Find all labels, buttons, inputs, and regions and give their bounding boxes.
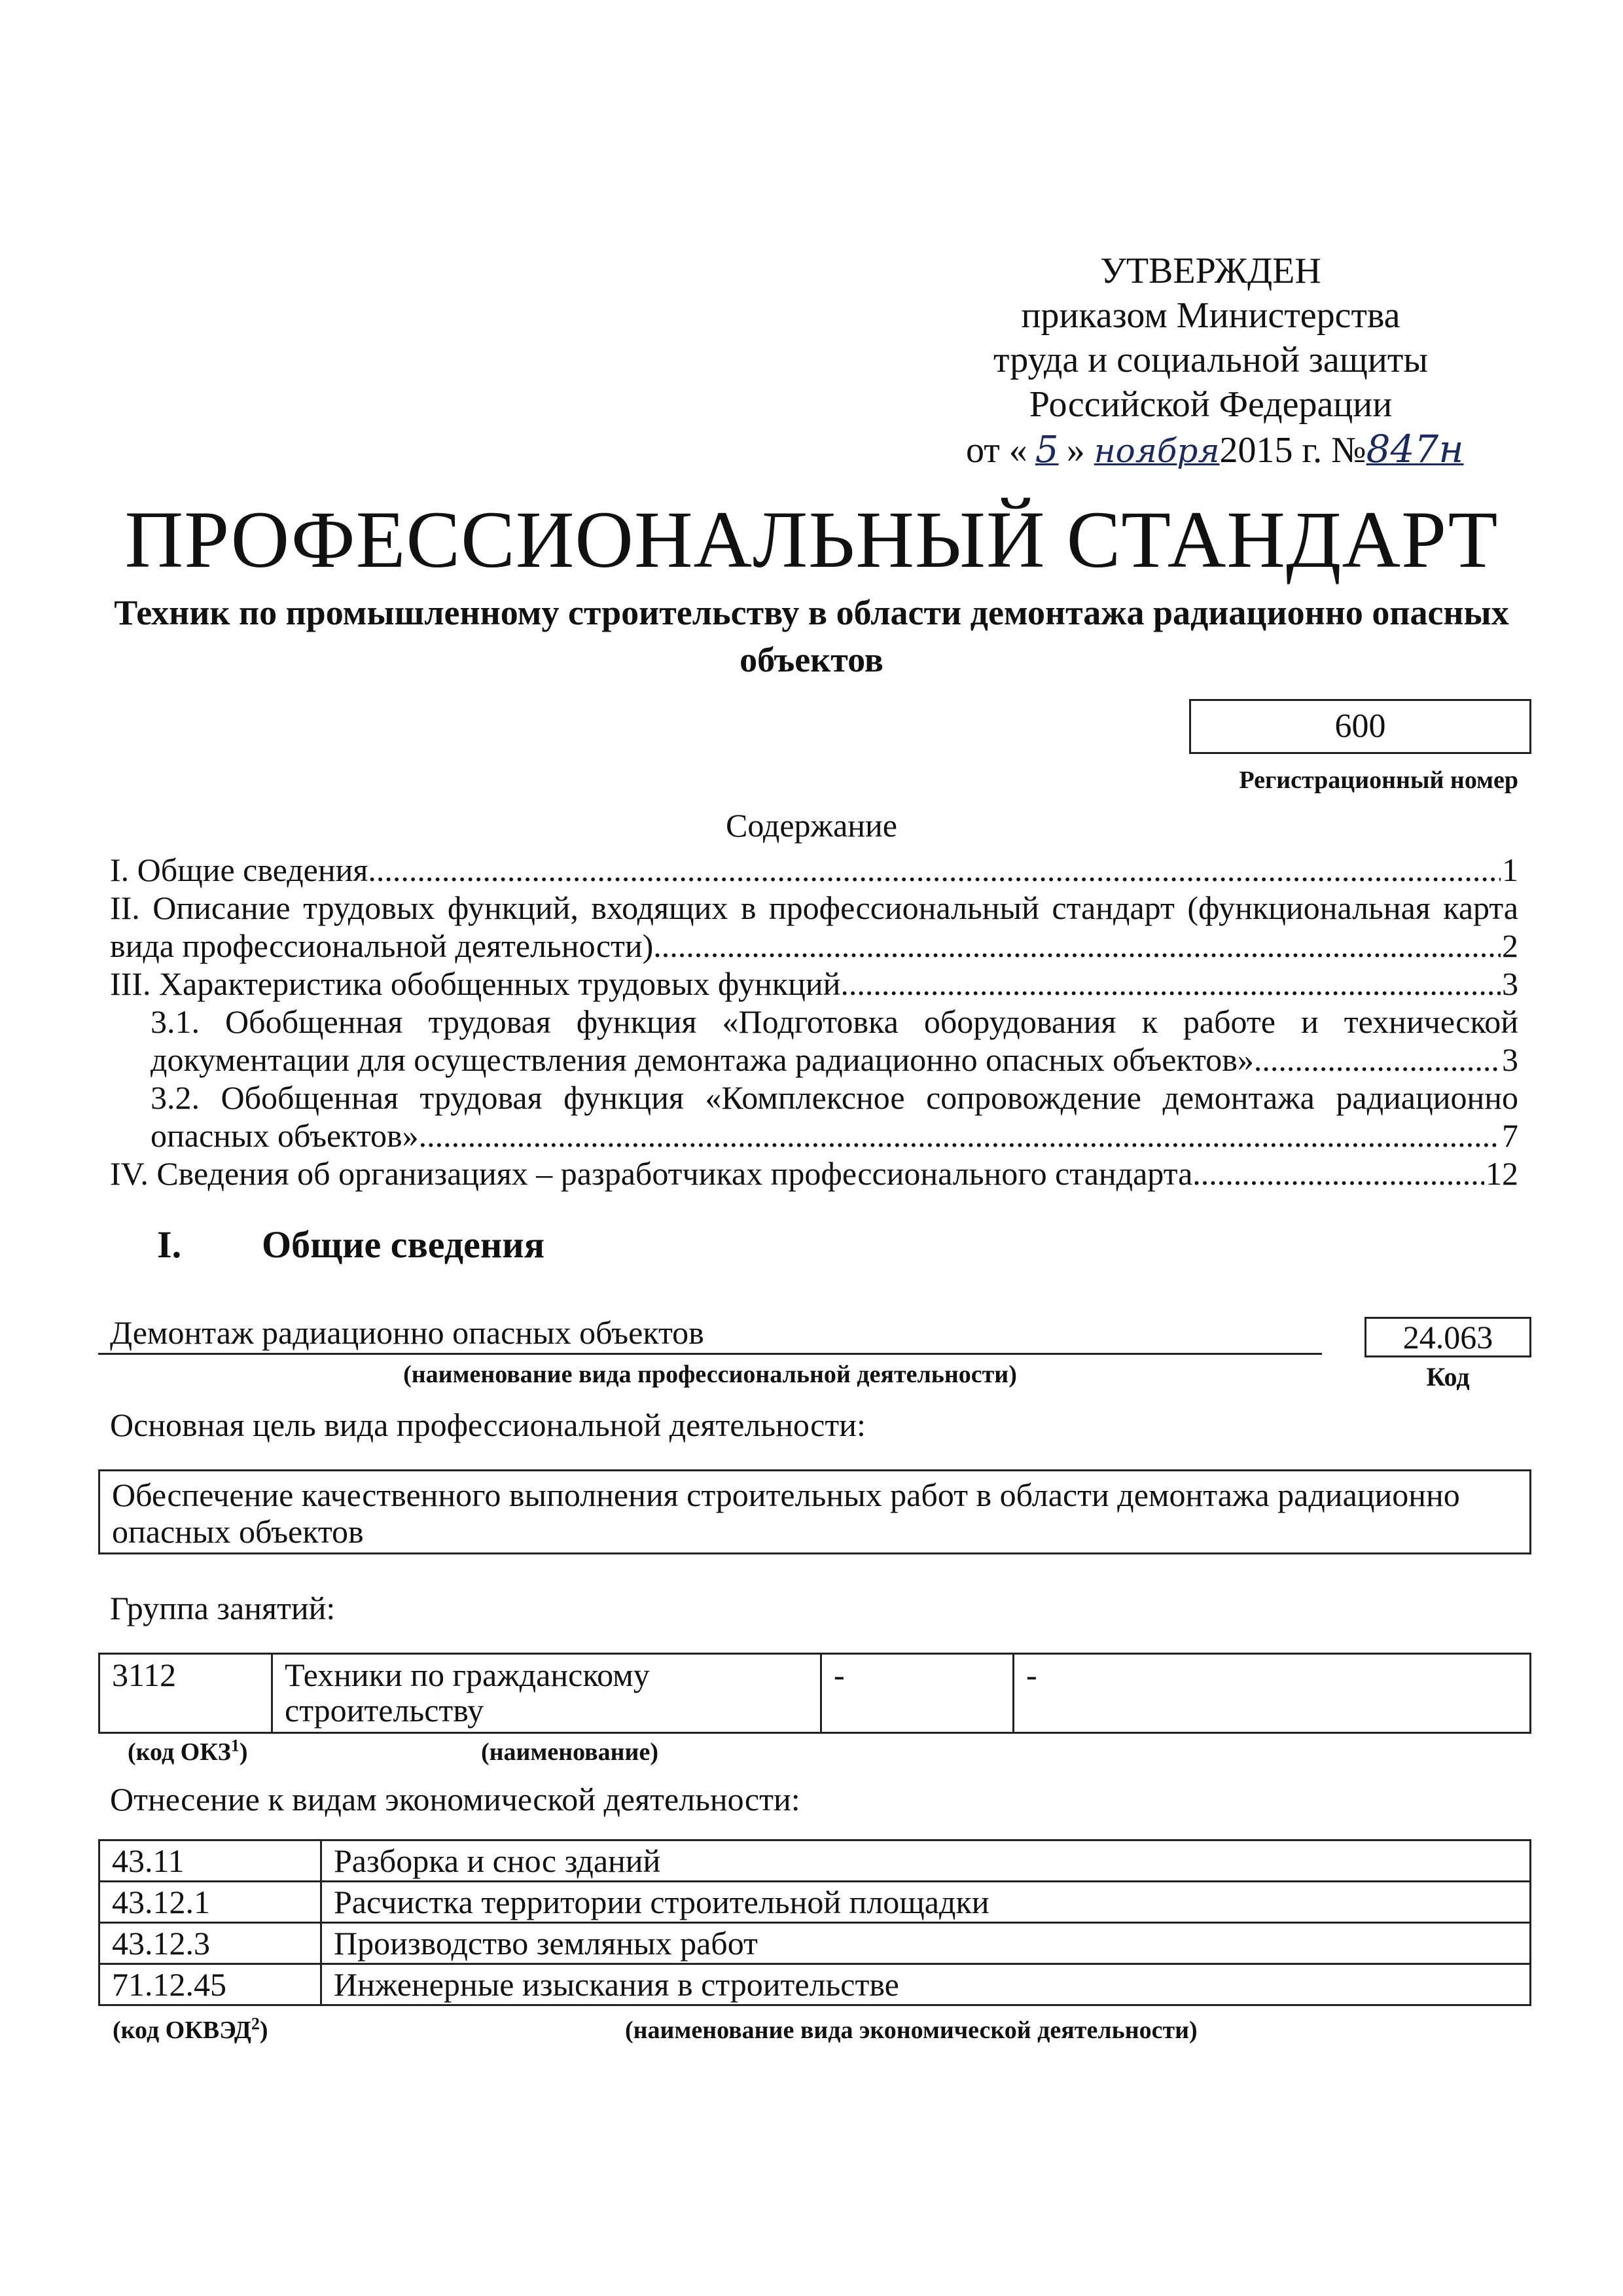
okved-code-cell: 71.12.45 [99,1964,321,2005]
approval-line: труда и социальной защиты [993,340,1428,380]
footnote-mark: 1 [230,1736,240,1755]
okved-name-cell: Расчистка территории строительной площадки [321,1882,1531,1923]
toc-item-page: 2 [1502,927,1518,964]
toc-leader [368,851,1501,889]
approval-block [962,249,1464,473]
economic-activity-label: Отнесение к видам экономической деятельности: [110,1781,800,1818]
toc-item-text[interactable]: 3.1. Обобщенная трудовая функция «Подготовка оборудования к работе и технической [151,1003,1518,1040]
okved-code-cell: 43.11 [99,1840,321,1882]
section-number: I. [157,1223,182,1266]
okved-code-cell: 43.12.3 [99,1923,321,1964]
order-year: 2015 г. № [1219,430,1366,471]
toc-item-page: 3 [1502,965,1518,1002]
registration-number-caption: Регистрационный номер [1239,766,1518,794]
toc-item-text[interactable]: 3.2. Обобщенная трудовая функция «Комплексное сопровождение демонтажа радиационно [151,1079,1518,1116]
activity-code-caption: Код [1426,1362,1470,1391]
approval-heading: УТВЕРЖДЕН [1100,251,1321,291]
toc-item-text: документации для осуществления демонтажа радиационно опасных объектов» [151,1041,1254,1078]
okved-name-caption: (наименование вида экономической деятельности) [625,2017,1198,2044]
toc-leader [653,927,1501,965]
toc-item-text: вида профессиональной деятельности) [110,927,654,964]
table-row [99,1840,1531,1882]
registration-number-box: 600 [1189,699,1531,754]
toc-title: Содержание [726,807,897,844]
order-month: ноября [1094,432,1220,470]
toc-item-text[interactable]: II. Описание трудовых функций, входящих в профессиональный стандарт (функциональная карта [110,889,1518,926]
table-row [99,1964,1531,2005]
toc-item-text: опасных объектов» [151,1117,419,1154]
toc-item-page: 3 [1502,1041,1518,1078]
goal-text-box: Обеспечение качественного выполнения строительных работ в области демонтажа радиационно опасных объектов [98,1469,1531,1554]
activity-name: Демонтаж радиационно опасных объектов [98,1310,1322,1355]
toc-item-page: 1 [1502,852,1518,888]
order-line [962,427,1464,473]
activity-caption: (наименование вида профессиональной деятельности) [403,1361,1017,1388]
caption-text: ) [259,2017,268,2044]
toc-item[interactable] [110,1117,1518,1155]
group-label: Группа занятий: [110,1590,336,1626]
okved-code-caption [113,2016,268,2045]
table-row [99,1923,1531,1964]
document-title: ПРОФЕССИОНАЛЬНЫЙ СТАНДАРТ [124,495,1499,584]
occupation-code-cell: - [821,1654,1014,1733]
table-of-contents [110,851,1518,1193]
activity-code-box: 24.063 [1364,1317,1531,1357]
toc-leader [840,965,1501,1003]
table-row [99,1654,1531,1733]
toc-item-page: 12 [1486,1155,1518,1192]
goal-label: Основная цель вида профессиональной деятельности: [110,1407,866,1443]
caption-text: (код ОКВЭД [113,2017,251,2044]
order-day: 5 [1035,429,1059,471]
footnote-mark: 2 [251,2014,260,2034]
occupation-name-cell: Техники по гражданскому строительству [272,1654,821,1733]
section-title: Общие сведения [262,1223,545,1266]
economic-activity-table [98,1839,1531,2006]
okved-code-cell: 43.12.1 [99,1882,321,1923]
table-row [99,1882,1531,1923]
caption-text: ) [239,1738,248,1766]
toc-item-page: 7 [1502,1117,1518,1154]
occupation-name-cell: - [1014,1654,1531,1733]
toc-item-text: IV. Сведения об организациях – разработчиках профессионального стандарта [110,1155,1193,1192]
occupation-code-cell: 3112 [99,1654,272,1733]
caption-text: (код ОКЗ [128,1738,231,1766]
approval-line: приказом Министерства [1021,295,1400,336]
order-mid: » [1066,430,1085,471]
toc-leader [1254,1041,1501,1079]
toc-leader [1192,1155,1484,1193]
toc-item-text: III. Характеристика обобщенных трудовых функций [110,965,841,1002]
occupation-code-caption [128,1738,248,1767]
toc-item[interactable] [110,1155,1518,1193]
section-heading [157,1223,544,1266]
occupations-table [98,1653,1531,1734]
toc-item[interactable] [110,965,1518,1003]
toc-item[interactable] [110,927,1518,965]
okved-name-cell: Разборка и снос зданий [321,1840,1531,1882]
toc-item[interactable] [110,1041,1518,1079]
okved-name-cell: Инженерные изыскания в строительстве [321,1964,1531,2005]
document-subtitle: Техник по промышленному строительству в области демонтажа радиационно опасных объектов [114,593,1509,679]
approval-line: Российской Федерации [1029,384,1393,425]
toc-item[interactable] [110,851,1518,889]
order-prefix: от « [966,430,1027,471]
okved-name-cell: Производство земляных работ [321,1923,1531,1964]
toc-item-text: I. Общие сведения [110,852,368,888]
order-number: 847н [1366,427,1464,471]
occupation-name-caption: (наименование) [481,1738,658,1766]
toc-leader [419,1117,1501,1155]
